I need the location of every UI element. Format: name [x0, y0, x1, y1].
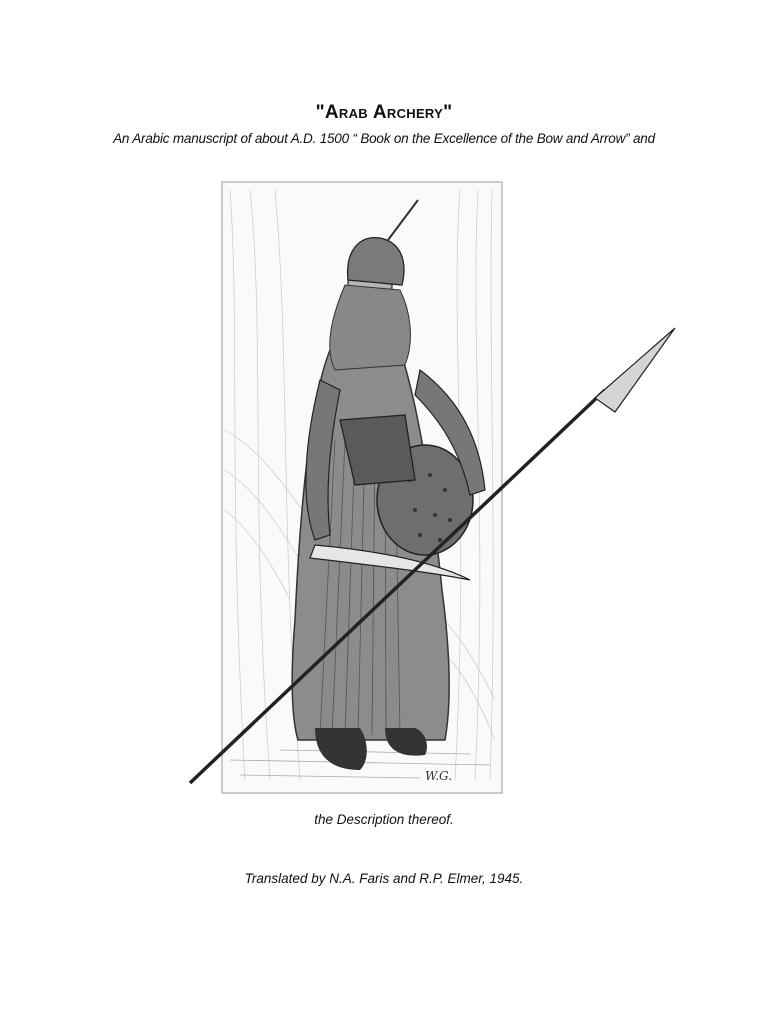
spear-head	[595, 328, 675, 412]
document-subtitle: An Arabic manuscript of about A.D. 1500 “ Book on the Excellence of the Bow and Arrow” and	[113, 131, 655, 146]
subtitle-continuation: the Description thereof.	[314, 812, 454, 827]
archer-illustration-svg	[220, 180, 680, 795]
document-title: "Arab Archery"	[315, 102, 453, 123]
archer-engraving	[220, 180, 504, 795]
helmet-mail	[330, 285, 411, 370]
translation-credit: Translated by N.A. Faris and R.P. Elmer, 1945.	[244, 871, 524, 886]
artist-signature: W.G.	[425, 769, 453, 783]
